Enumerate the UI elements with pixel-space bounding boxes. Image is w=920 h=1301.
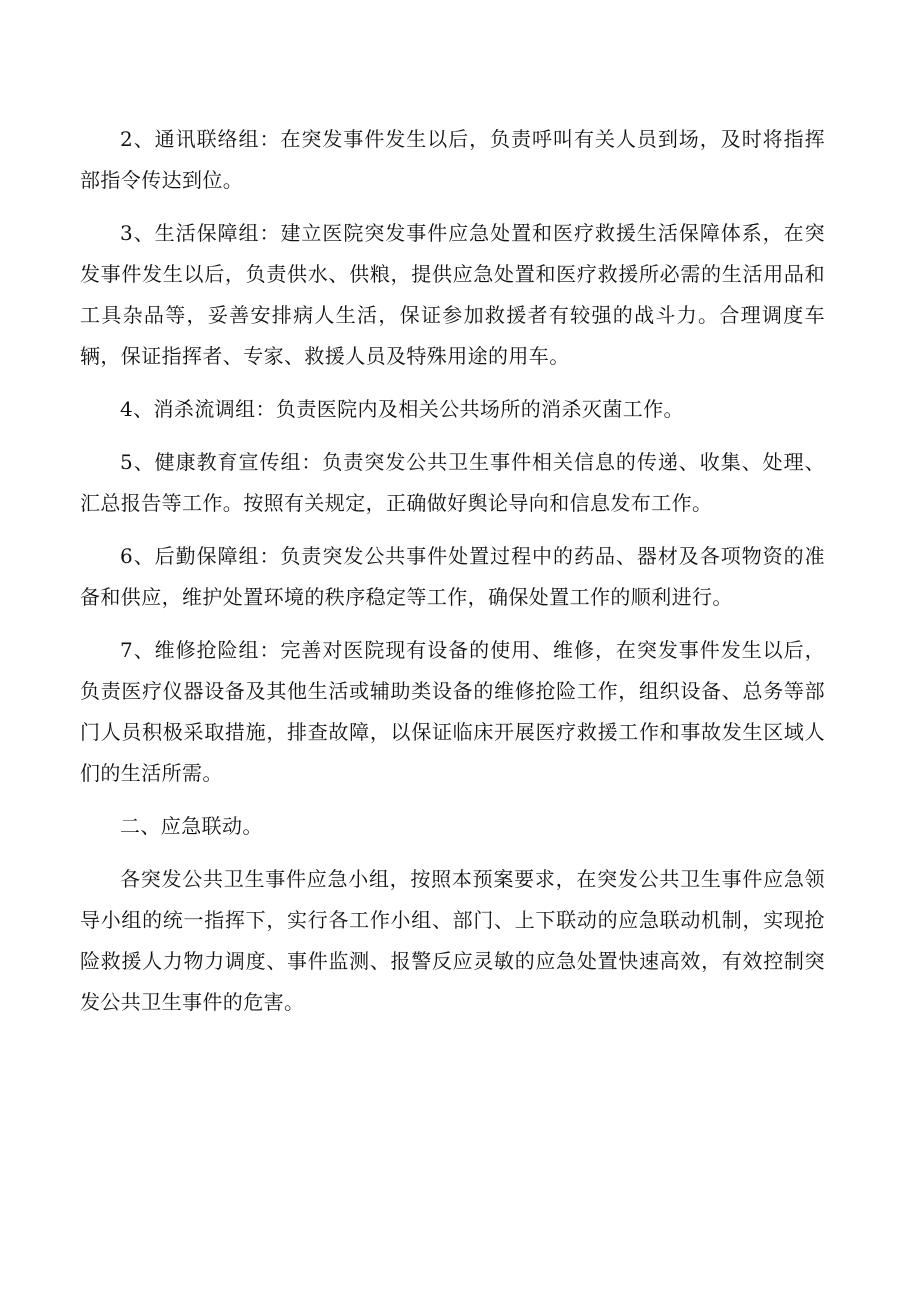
section-heading-emergency-linkage: 二、应急联动。 [120, 814, 263, 838]
paragraph-disinfection-group: 4、消杀流调组：负责医院内及相关公共场所的消杀灭菌工作。 [120, 397, 684, 421]
paragraph-health-education-group: 5、健康教育宣传组：负责突发公共卫生事件相关信息的传递、收集、处理、汇总报告等工作。按照有关规定，正确做好舆论导向和信息发布工作。 [80, 450, 825, 515]
paragraph-logistics-group: 6、后勤保障组：负责突发公共事件处置过程中的药品、器材及各项物资的准备和供应，维护处置环境的秩序稳定等工作，确保处置工作的顺利进行。 [80, 544, 825, 609]
document-body [80, 119, 825, 1035]
paragraph-living-support-group: 3、生活保障组：建立医院突发事件应急处置和医疗救援生活保障体系，在突发事件发生以后，负责供水、供粮，提供应急处置和医疗救援所必需的生活用品和工具杂品等，妥善安排病人生活，保证参加救援者有较强的战斗力。合理调度车辆，保证指挥者、专家、救援人员及特殊用途的用车。 [80, 221, 825, 368]
paragraph-communication-group: 2、通讯联络组：在突发事件发生以后，负责呼叫有关人员到场，及时将指挥部指令传达到位。 [80, 127, 825, 192]
paragraph-emergency-linkage: 各突发公共卫生事件应急小组，按照本预案要求，在突发公共卫生事件应急领导小组的统一指挥下，实行各工作小组、部门、上下联动的应急联动机制，实现抢险救援人力物力调度、事件监测、报警反应灵敏的应急处置快速高效，有效控制突发公共卫生事件的危害。 [80, 867, 825, 1014]
paragraph-maintenance-group: 7、维修抢险组：完善对医院现有设备的使用、维修，在突发事件发生以后，负责医疗仪器设备及其他生活或辅助类设备的维修抢险工作，组织设备、总务等部门人员积极采取措施，排查故障，以保证临床开展医疗救援工作和事故发生区域人们的生活所需。 [80, 638, 825, 785]
